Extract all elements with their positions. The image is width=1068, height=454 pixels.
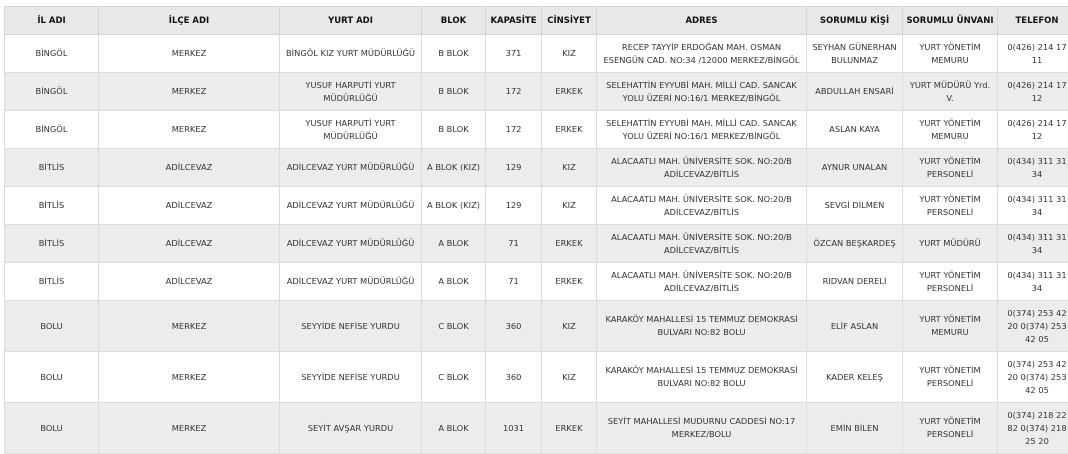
cell-yurt: YUSUF HARPUTİ YURT MÜDÜRLÜĞÜ bbox=[280, 73, 422, 111]
header-kapasite: KAPASİTE bbox=[486, 7, 542, 35]
cell-sorumlu-kisi: SEVGİ DİLMEN bbox=[807, 187, 903, 225]
cell-ilce: MERKEZ bbox=[99, 352, 280, 403]
cell-sorumlu-kisi: ABDULLAH ENSARİ bbox=[807, 73, 903, 111]
header-sorumlu-kisi: SORUMLU KİŞİ bbox=[807, 7, 903, 35]
cell-ilce: ADİLCEVAZ bbox=[99, 225, 280, 263]
cell-cinsiyet: KIZ bbox=[542, 187, 597, 225]
cell-cinsiyet: ERKEK bbox=[542, 73, 597, 111]
header-telefon: TELEFON bbox=[998, 7, 1068, 35]
cell-il: BİTLİS bbox=[5, 225, 99, 263]
cell-il: BİNGÖL bbox=[5, 35, 99, 73]
cell-blok: C BLOK bbox=[422, 352, 486, 403]
cell-sorumlu-unvani: YURT YÖNETİM MEMURU bbox=[903, 301, 998, 352]
cell-blok: B BLOK bbox=[422, 111, 486, 149]
cell-ilce: MERKEZ bbox=[99, 73, 280, 111]
cell-sorumlu-unvani: YURT YÖNETİM PERSONELİ bbox=[903, 403, 998, 454]
cell-sorumlu-kisi: ELİF ASLAN bbox=[807, 301, 903, 352]
cell-telefon: 0(426) 214 17 12 bbox=[998, 111, 1068, 149]
cell-sorumlu-kisi: AYNUR UNALAN bbox=[807, 149, 903, 187]
header-ilce-adi: İLÇE ADI bbox=[99, 7, 280, 35]
cell-adres: KARAKÖY MAHALLESİ 15 TEMMUZ DEMOKRASİ BULVARI NO:82 BOLU bbox=[597, 301, 807, 352]
cell-ilce: MERKEZ bbox=[99, 35, 280, 73]
cell-ilce: ADİLCEVAZ bbox=[99, 149, 280, 187]
cell-adres: ALACAATLI MAH. ÜNİVERSİTE SOK. NO:20/B ADİLCEVAZ/BİTLİS bbox=[597, 263, 807, 301]
table-row bbox=[5, 187, 1068, 225]
cell-sorumlu-unvani: YURT MÜDÜRÜ bbox=[903, 225, 998, 263]
cell-kapasite: 71 bbox=[486, 225, 542, 263]
cell-sorumlu-kisi: SEYHAN GÜNERHAN BULUNMAZ bbox=[807, 35, 903, 73]
cell-yurt: ADİLCEVAZ YURT MÜDÜRLÜĞÜ bbox=[280, 225, 422, 263]
cell-telefon: 0(434) 311 31 34 bbox=[998, 149, 1068, 187]
table-row bbox=[5, 111, 1068, 149]
cell-sorumlu-unvani: YURT YÖNETİM PERSONELİ bbox=[903, 149, 998, 187]
cell-telefon: 0(374) 253 42 20 0(374) 253 42 05 bbox=[998, 352, 1068, 403]
cell-adres: ALACAATLI MAH. ÜNİVERSİTE SOK. NO:20/B ADİLCEVAZ/BİTLİS bbox=[597, 149, 807, 187]
header-sorumlu-unvani: SORUMLU ÜNVANI bbox=[903, 7, 998, 35]
cell-kapasite: 71 bbox=[486, 263, 542, 301]
cell-blok: A BLOK bbox=[422, 225, 486, 263]
cell-ilce: ADİLCEVAZ bbox=[99, 187, 280, 225]
cell-kapasite: 172 bbox=[486, 73, 542, 111]
table-row bbox=[5, 149, 1068, 187]
cell-yurt: SEYYİDE NEFİSE YURDU bbox=[280, 301, 422, 352]
cell-ilce: MERKEZ bbox=[99, 301, 280, 352]
cell-blok: A BLOK bbox=[422, 263, 486, 301]
table-row bbox=[5, 73, 1068, 111]
cell-ilce: MERKEZ bbox=[99, 111, 280, 149]
cell-telefon: 0(434) 311 31 34 bbox=[998, 187, 1068, 225]
cell-yurt: ADİLCEVAZ YURT MÜDÜRLÜĞÜ bbox=[280, 149, 422, 187]
header-adres: ADRES bbox=[597, 7, 807, 35]
cell-adres: SEYİT MAHALLESİ MUDURNU CADDESİ NO:17 MERKEZ/BOLU bbox=[597, 403, 807, 454]
cell-yurt: SEYYİDE NEFİSE YURDU bbox=[280, 352, 422, 403]
cell-sorumlu-kisi: RIDVAN DERELİ bbox=[807, 263, 903, 301]
cell-yurt: ADİLCEVAZ YURT MÜDÜRLÜĞÜ bbox=[280, 187, 422, 225]
cell-yurt: SEYİT AVŞAR YURDU bbox=[280, 403, 422, 454]
header-blok: BLOK bbox=[422, 7, 486, 35]
cell-il: BOLU bbox=[5, 352, 99, 403]
cell-cinsiyet: KIZ bbox=[542, 301, 597, 352]
cell-adres: ALACAATLI MAH. ÜNİVERSİTE SOK. NO:20/B ADİLCEVAZ/BİTLİS bbox=[597, 225, 807, 263]
cell-sorumlu-unvani: YURT YÖNETİM PERSONELİ bbox=[903, 263, 998, 301]
cell-sorumlu-kisi: ÖZCAN BEŞKARDEŞ bbox=[807, 225, 903, 263]
dormitory-table bbox=[4, 6, 1068, 454]
cell-sorumlu-kisi: KADER KELEŞ bbox=[807, 352, 903, 403]
cell-kapasite: 360 bbox=[486, 352, 542, 403]
cell-sorumlu-unvani: YURT YÖNETİM PERSONELİ bbox=[903, 352, 998, 403]
table-row bbox=[5, 225, 1068, 263]
cell-telefon: 0(374) 218 22 82 0(374) 218 25 20 bbox=[998, 403, 1068, 454]
table-row bbox=[5, 35, 1068, 73]
cell-kapasite: 129 bbox=[486, 149, 542, 187]
cell-sorumlu-unvani: YURT YÖNETİM MEMURU bbox=[903, 111, 998, 149]
cell-blok: A BLOK bbox=[422, 403, 486, 454]
cell-il: BİTLİS bbox=[5, 187, 99, 225]
cell-il: BİTLİS bbox=[5, 149, 99, 187]
cell-cinsiyet: ERKEK bbox=[542, 403, 597, 454]
cell-adres: KARAKÖY MAHALLESİ 15 TEMMUZ DEMOKRASİ BULVARI NO:82 BOLU bbox=[597, 352, 807, 403]
cell-telefon: 0(374) 253 42 20 0(374) 253 42 05 bbox=[998, 301, 1068, 352]
cell-telefon: 0(434) 311 31 34 bbox=[998, 263, 1068, 301]
cell-yurt: BİNGÖL KIZ YURT MÜDÜRLÜĞÜ bbox=[280, 35, 422, 73]
cell-cinsiyet: ERKEK bbox=[542, 225, 597, 263]
cell-il: BİNGÖL bbox=[5, 73, 99, 111]
cell-blok: C BLOK bbox=[422, 301, 486, 352]
cell-il: BOLU bbox=[5, 301, 99, 352]
cell-blok: A BLOK (KIZ) bbox=[422, 187, 486, 225]
cell-cinsiyet: ERKEK bbox=[542, 111, 597, 149]
cell-sorumlu-unvani: YURT MÜDÜRÜ Yrd. V. bbox=[903, 73, 998, 111]
cell-telefon: 0(426) 214 17 12 bbox=[998, 73, 1068, 111]
cell-sorumlu-unvani: YURT YÖNETİM PERSONELİ bbox=[903, 187, 998, 225]
cell-yurt: ADİLCEVAZ YURT MÜDÜRLÜĞÜ bbox=[280, 263, 422, 301]
table-row bbox=[5, 301, 1068, 352]
cell-il: BOLU bbox=[5, 403, 99, 454]
header-il-adi: İL ADI bbox=[5, 7, 99, 35]
table-row bbox=[5, 263, 1068, 301]
cell-telefon: 0(426) 214 17 11 bbox=[998, 35, 1068, 73]
cell-ilce: MERKEZ bbox=[99, 403, 280, 454]
cell-il: BİTLİS bbox=[5, 263, 99, 301]
cell-kapasite: 1031 bbox=[486, 403, 542, 454]
cell-kapasite: 371 bbox=[486, 35, 542, 73]
header-row bbox=[5, 7, 1068, 35]
cell-adres: ALACAATLI MAH. ÜNİVERSİTE SOK. NO:20/B ADİLCEVAZ/BİTLİS bbox=[597, 187, 807, 225]
table-row bbox=[5, 403, 1068, 454]
cell-blok: B BLOK bbox=[422, 35, 486, 73]
cell-sorumlu-kisi: EMİN BİLEN bbox=[807, 403, 903, 454]
cell-telefon: 0(434) 311 31 34 bbox=[998, 225, 1068, 263]
cell-cinsiyet: KIZ bbox=[542, 149, 597, 187]
cell-adres: RECEP TAYYİP ERDOĞAN MAH. OSMAN ESENGÜN CAD. NO:34 /12000 MERKEZ/BİNGÖL bbox=[597, 35, 807, 73]
header-cinsiyet: CİNSİYET bbox=[542, 7, 597, 35]
cell-sorumlu-kisi: ASLAN KAYA bbox=[807, 111, 903, 149]
cell-cinsiyet: KIZ bbox=[542, 352, 597, 403]
dormitory-table-container bbox=[4, 6, 1067, 454]
cell-kapasite: 360 bbox=[486, 301, 542, 352]
cell-blok: B BLOK bbox=[422, 73, 486, 111]
cell-cinsiyet: ERKEK bbox=[542, 263, 597, 301]
cell-yurt: YUSUF HARPUTİ YURT MÜDÜRLÜĞÜ bbox=[280, 111, 422, 149]
cell-blok: A BLOK (KIZ) bbox=[422, 149, 486, 187]
cell-il: BİNGÖL bbox=[5, 111, 99, 149]
cell-cinsiyet: KIZ bbox=[542, 35, 597, 73]
header-yurt-adi: YURT ADI bbox=[280, 7, 422, 35]
cell-sorumlu-unvani: YURT YÖNETİM MEMURU bbox=[903, 35, 998, 73]
cell-adres: SELEHATTİN EYYUBİ MAH. MİLLİ CAD. SANCAK YOLU ÜZERİ NO:16/1 MERKEZ/BİNGÖL bbox=[597, 73, 807, 111]
cell-kapasite: 172 bbox=[486, 111, 542, 149]
cell-ilce: ADİLCEVAZ bbox=[99, 263, 280, 301]
cell-kapasite: 129 bbox=[486, 187, 542, 225]
cell-adres: SELEHATTİN EYYUBİ MAH. MİLLİ CAD. SANCAK YOLU ÜZERİ NO:16/1 MERKEZ/BİNGÖL bbox=[597, 111, 807, 149]
table-row bbox=[5, 352, 1068, 403]
